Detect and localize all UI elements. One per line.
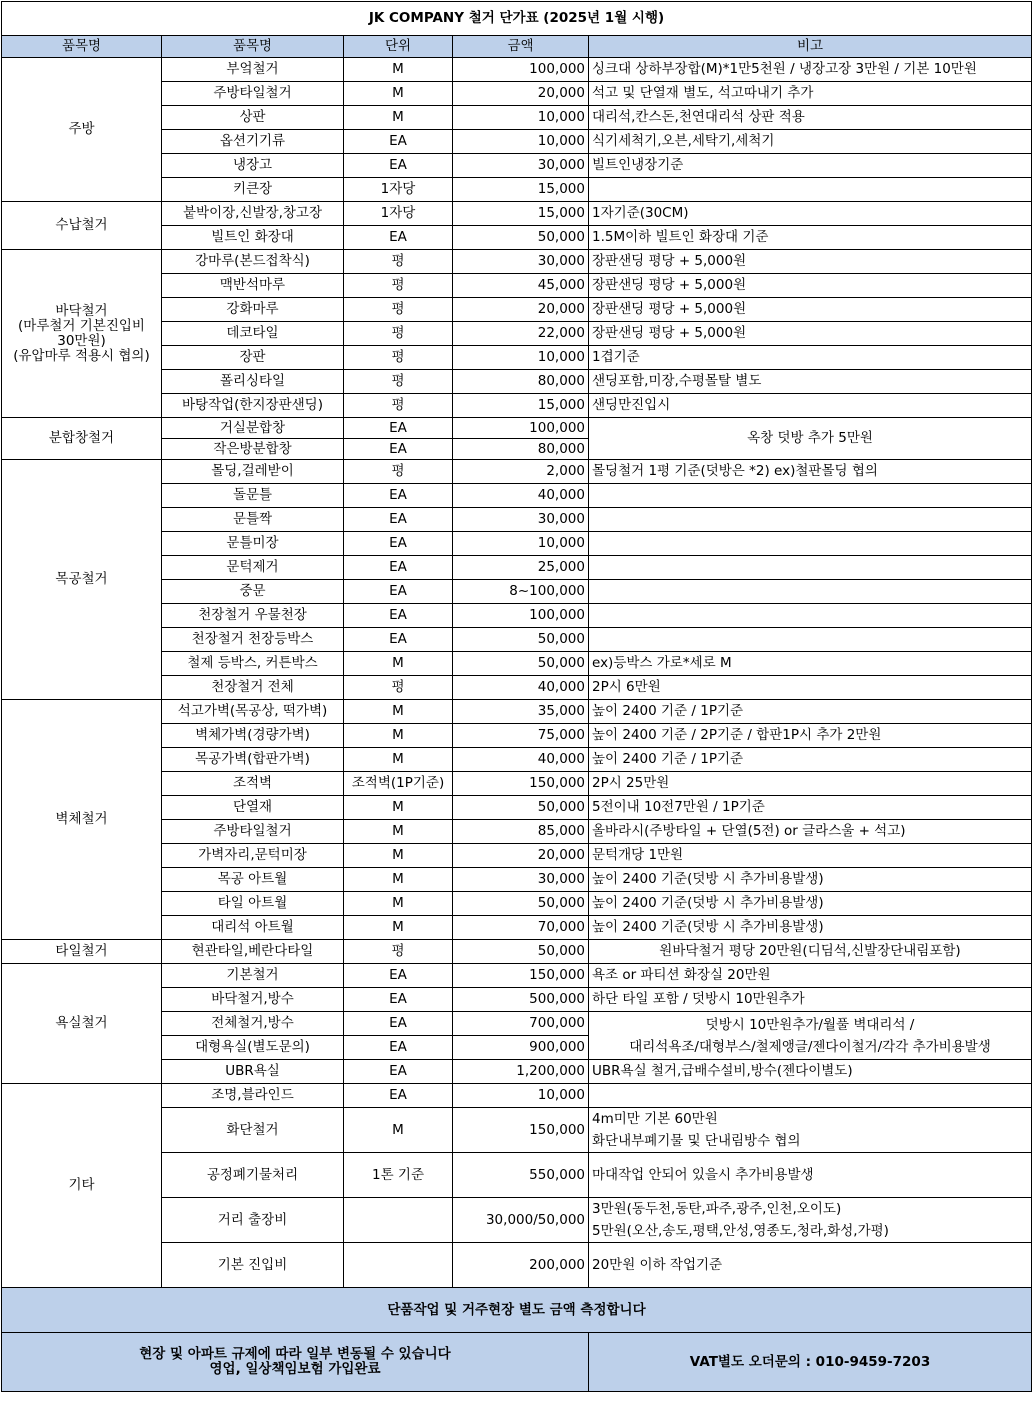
item-name: 키큰장 bbox=[162, 178, 344, 202]
item-unit: M bbox=[344, 796, 453, 820]
category-cell: 기타 bbox=[2, 1084, 162, 1288]
item-price: 40,000 bbox=[453, 748, 589, 772]
item-name: 타일 아트월 bbox=[162, 892, 344, 916]
footer-line: 영업, 일상책임보험 가입완료 bbox=[209, 1361, 381, 1377]
item-unit: 평 bbox=[344, 370, 453, 394]
item-unit: EA bbox=[344, 484, 453, 508]
item-price: 10,000 bbox=[453, 346, 589, 370]
item-price: 10,000 bbox=[453, 532, 589, 556]
item-note bbox=[589, 1108, 1032, 1153]
item-name: 조적벽 bbox=[162, 772, 344, 796]
header-category: 품목명 bbox=[2, 36, 162, 58]
item-name: 거리 출장비 bbox=[162, 1198, 344, 1243]
item-price: 20,000 bbox=[453, 298, 589, 322]
item-name: 폴리싱타일 bbox=[162, 370, 344, 394]
item-unit: 평 bbox=[344, 322, 453, 346]
table-row bbox=[2, 418, 1032, 439]
item-price: 900,000 bbox=[453, 1036, 589, 1060]
item-unit: EA bbox=[344, 154, 453, 178]
item-price: 20,000 bbox=[453, 82, 589, 106]
item-note: 장판샌딩 평당 + 5,000원 bbox=[589, 250, 1032, 274]
item-price: 50,000 bbox=[453, 892, 589, 916]
item-price: 10,000 bbox=[453, 106, 589, 130]
item-name: 문틀미장 bbox=[162, 532, 344, 556]
item-note bbox=[589, 1198, 1032, 1243]
item-note bbox=[589, 508, 1032, 532]
item-name: 전체철거,방수 bbox=[162, 1012, 344, 1036]
item-price: 1,200,000 bbox=[453, 1060, 589, 1084]
item-unit: M bbox=[344, 916, 453, 940]
item-note: 장판샌딩 평당 + 5,000원 bbox=[589, 298, 1032, 322]
table-row bbox=[2, 1084, 1032, 1108]
item-note: 장판샌딩 평당 + 5,000원 bbox=[589, 322, 1032, 346]
note-line: 5만원(오산,송도,평택,안성,영종도,청라,화성,가평) bbox=[592, 1223, 889, 1239]
item-unit: M bbox=[344, 892, 453, 916]
item-name: 대형욕실(별도문의) bbox=[162, 1036, 344, 1060]
footer-contact: VAT별도 오더문의 : 010-9459-7203 bbox=[589, 1333, 1032, 1392]
item-name: 장판 bbox=[162, 346, 344, 370]
category-line: (유압마루 적용시 협의) bbox=[13, 347, 150, 364]
item-unit: M bbox=[344, 748, 453, 772]
note-line: 화단내부폐기물 및 단내림방수 협의 bbox=[592, 1133, 801, 1149]
item-note: 1자기준(30CM) bbox=[589, 202, 1032, 226]
item-name: 중문 bbox=[162, 580, 344, 604]
item-price: 70,000 bbox=[453, 916, 589, 940]
item-unit: 1자당 bbox=[344, 178, 453, 202]
item-note: 원바닥철거 평당 20만원(디딤석,신발장단내림포함) bbox=[589, 940, 1032, 964]
item-unit: 평 bbox=[344, 940, 453, 964]
item-name: 강화마루 bbox=[162, 298, 344, 322]
category-cell: 벽체철거 bbox=[2, 700, 162, 940]
item-price: 75,000 bbox=[453, 724, 589, 748]
item-unit: EA bbox=[344, 439, 453, 460]
item-note: 2P시 6만원 bbox=[589, 676, 1032, 700]
price-table bbox=[1, 1, 1032, 1392]
item-price: 2,000 bbox=[453, 460, 589, 484]
item-price: 10,000 bbox=[453, 130, 589, 154]
item-price: 10,000 bbox=[453, 1084, 589, 1108]
item-name: 바닥철거,방수 bbox=[162, 988, 344, 1012]
item-note: 장판샌딩 평당 + 5,000원 bbox=[589, 274, 1032, 298]
item-unit: EA bbox=[344, 580, 453, 604]
note-line: 4m미만 기본 60만원 bbox=[592, 1111, 718, 1127]
item-name: 거실분합창 bbox=[162, 418, 344, 439]
note-line: 3만원(동두천,동탄,파주,광주,인천,오이도) bbox=[592, 1201, 842, 1217]
item-name: 천장철거 우물천장 bbox=[162, 604, 344, 628]
item-unit: EA bbox=[344, 1036, 453, 1060]
category-line: 30만원) bbox=[57, 332, 106, 349]
footer-disclaimer bbox=[2, 1333, 589, 1392]
item-name: 공정폐기물처리 bbox=[162, 1153, 344, 1198]
item-price: 30,000 bbox=[453, 154, 589, 178]
item-name: 천장철거 천장등박스 bbox=[162, 628, 344, 652]
item-price: 500,000 bbox=[453, 988, 589, 1012]
item-unit: EA bbox=[344, 604, 453, 628]
item-unit: 1자당 bbox=[344, 202, 453, 226]
item-note: 석고 및 단열재 별도, 석고따내기 추가 bbox=[589, 82, 1032, 106]
item-unit: 평 bbox=[344, 298, 453, 322]
table-row bbox=[2, 460, 1032, 484]
shared-note bbox=[589, 1012, 1032, 1060]
item-price: 50,000 bbox=[453, 226, 589, 250]
item-name: 문틀짝 bbox=[162, 508, 344, 532]
table-row bbox=[2, 250, 1032, 274]
item-name: 목공가벽(합판가벽) bbox=[162, 748, 344, 772]
item-note bbox=[589, 532, 1032, 556]
item-name: 맥반석마루 bbox=[162, 274, 344, 298]
item-note bbox=[589, 484, 1032, 508]
shared-note: 옥창 덧방 추가 5만원 bbox=[589, 418, 1032, 460]
item-note: 빌트인냉장기준 bbox=[589, 154, 1032, 178]
category-line: 바닥철거 bbox=[55, 302, 108, 319]
item-name: 부엌철거 bbox=[162, 58, 344, 82]
item-name: 데코타일 bbox=[162, 322, 344, 346]
item-price: 550,000 bbox=[453, 1153, 589, 1198]
header-item: 품목명 bbox=[162, 36, 344, 58]
item-price: 45,000 bbox=[453, 274, 589, 298]
item-note: 샌딩만진입시 bbox=[589, 394, 1032, 418]
item-price: 30,000/50,000 bbox=[453, 1198, 589, 1243]
item-name: 작은방분합창 bbox=[162, 439, 344, 460]
item-note: 몰딩철거 1평 기준(덧방은 *2) ex)철판몰딩 협의 bbox=[589, 460, 1032, 484]
category-cell: 목공철거 bbox=[2, 460, 162, 700]
table-row bbox=[2, 700, 1032, 724]
item-name: 빌트인 화장대 bbox=[162, 226, 344, 250]
item-note: 20만원 이하 작업기준 bbox=[589, 1243, 1032, 1288]
item-unit: EA bbox=[344, 964, 453, 988]
item-unit: M bbox=[344, 652, 453, 676]
category-cell: 수납철거 bbox=[2, 202, 162, 250]
page-title: JK COMPANY 철거 단가표 (2025년 1월 시행) bbox=[2, 2, 1032, 36]
item-note: 마대작업 안되어 있을시 추가비용발생 bbox=[589, 1153, 1032, 1198]
note-line: 대리석욕조/대형부스/철제앵글/젠다이철거/각각 추가비용발생 bbox=[629, 1038, 991, 1055]
item-unit bbox=[344, 1243, 453, 1288]
category-cell: 주방 bbox=[2, 58, 162, 202]
item-name: 주방타일철거 bbox=[162, 82, 344, 106]
footer-line: 현장 및 아파트 규제에 따라 일부 변동될 수 있습니다 bbox=[139, 1346, 451, 1362]
item-name: 목공 아트월 bbox=[162, 868, 344, 892]
item-price: 85,000 bbox=[453, 820, 589, 844]
table-row bbox=[2, 202, 1032, 226]
item-price: 15,000 bbox=[453, 394, 589, 418]
category-cell bbox=[2, 250, 162, 418]
item-unit: M bbox=[344, 724, 453, 748]
item-name: 대리석 아트월 bbox=[162, 916, 344, 940]
item-note: 높이 2400 기준 / 2P기준 / 합판1P시 추가 2만원 bbox=[589, 724, 1032, 748]
item-name: 옵션기기류 bbox=[162, 130, 344, 154]
notice-banner: 단품작업 및 거주현장 별도 금액 측정합니다 bbox=[2, 1288, 1032, 1333]
item-note: 1겹기준 bbox=[589, 346, 1032, 370]
item-name: 벽체가벽(경량가벽) bbox=[162, 724, 344, 748]
item-price: 150,000 bbox=[453, 772, 589, 796]
category-cell: 욕실철거 bbox=[2, 964, 162, 1084]
category-line: (마루철거 기본진입비 bbox=[18, 317, 145, 334]
item-note: 욕조 or 파티션 화장실 20만원 bbox=[589, 964, 1032, 988]
item-unit: EA bbox=[344, 988, 453, 1012]
item-unit: EA bbox=[344, 628, 453, 652]
item-price: 100,000 bbox=[453, 58, 589, 82]
item-unit: EA bbox=[344, 556, 453, 580]
item-name: 돌문틀 bbox=[162, 484, 344, 508]
item-name: 천장철거 전체 bbox=[162, 676, 344, 700]
item-unit: 평 bbox=[344, 274, 453, 298]
item-note: 식기세척기,오븐,세탁기,세척기 bbox=[589, 130, 1032, 154]
table-row bbox=[2, 940, 1032, 964]
item-unit: M bbox=[344, 868, 453, 892]
item-price: 100,000 bbox=[453, 418, 589, 439]
item-name: 철제 등박스, 커튼박스 bbox=[162, 652, 344, 676]
item-price: 25,000 bbox=[453, 556, 589, 580]
item-price: 20,000 bbox=[453, 844, 589, 868]
item-price: 50,000 bbox=[453, 628, 589, 652]
item-price: 35,000 bbox=[453, 700, 589, 724]
item-price: 80,000 bbox=[453, 439, 589, 460]
item-unit: 평 bbox=[344, 394, 453, 418]
item-name: 붙박이장,신발장,창고장 bbox=[162, 202, 344, 226]
item-note: 샌딩포함,미장,수평몰탈 별도 bbox=[589, 370, 1032, 394]
item-name: 현관타일,베란다타일 bbox=[162, 940, 344, 964]
item-name: 화단철거 bbox=[162, 1108, 344, 1153]
item-name: 조명,블라인드 bbox=[162, 1084, 344, 1108]
item-unit: M bbox=[344, 700, 453, 724]
item-note: 높이 2400 기준(덧방 시 추가비용발생) bbox=[589, 892, 1032, 916]
item-price: 50,000 bbox=[453, 652, 589, 676]
item-unit: M bbox=[344, 58, 453, 82]
category-cell: 분합창철거 bbox=[2, 418, 162, 460]
item-note: ex)등박스 가로*세로 M bbox=[589, 652, 1032, 676]
header-row bbox=[2, 36, 1032, 58]
item-price: 15,000 bbox=[453, 178, 589, 202]
category-cell: 타일철거 bbox=[2, 940, 162, 964]
item-unit: EA bbox=[344, 226, 453, 250]
item-note: 1.5M이하 빌트인 화장대 기준 bbox=[589, 226, 1032, 250]
item-unit: 평 bbox=[344, 250, 453, 274]
item-unit: EA bbox=[344, 130, 453, 154]
item-note: 대리석,칸스돈,천연대리석 상판 적용 bbox=[589, 106, 1032, 130]
item-name: 바탕작업(한지장판샌딩) bbox=[162, 394, 344, 418]
item-note: UBR욕실 철거,급배수설비,방수(젠다이별도) bbox=[589, 1060, 1032, 1084]
item-name: 몰딩,걸레받이 bbox=[162, 460, 344, 484]
item-note: 5전이내 10전7만원 / 1P기준 bbox=[589, 796, 1032, 820]
item-name: 기본철거 bbox=[162, 964, 344, 988]
item-name: 가벽자리,문턱미장 bbox=[162, 844, 344, 868]
item-name: 석고가벽(목공상, 떡가벽) bbox=[162, 700, 344, 724]
header-note: 비고 bbox=[589, 36, 1032, 58]
item-note: 높이 2400 기준 / 1P기준 bbox=[589, 700, 1032, 724]
item-unit: 평 bbox=[344, 460, 453, 484]
item-name: 주방타일철거 bbox=[162, 820, 344, 844]
item-unit: EA bbox=[344, 1060, 453, 1084]
item-price: 200,000 bbox=[453, 1243, 589, 1288]
item-unit: 평 bbox=[344, 676, 453, 700]
item-note: 높이 2400 기준 / 1P기준 bbox=[589, 748, 1032, 772]
item-unit: EA bbox=[344, 1084, 453, 1108]
item-unit: EA bbox=[344, 508, 453, 532]
item-price: 15,000 bbox=[453, 202, 589, 226]
item-name: 단열재 bbox=[162, 796, 344, 820]
item-price: 22,000 bbox=[453, 322, 589, 346]
item-note bbox=[589, 556, 1032, 580]
item-note: 문턱개당 1만원 bbox=[589, 844, 1032, 868]
item-unit: M bbox=[344, 106, 453, 130]
item-note bbox=[589, 604, 1032, 628]
item-name: 기본 진입비 bbox=[162, 1243, 344, 1288]
item-unit: M bbox=[344, 844, 453, 868]
item-price: 30,000 bbox=[453, 250, 589, 274]
item-unit: 조적벽(1P기준) bbox=[344, 772, 453, 796]
item-note: 2P시 25만원 bbox=[589, 772, 1032, 796]
item-note: 하단 타일 포함 / 덧방시 10만원추가 bbox=[589, 988, 1032, 1012]
item-name: 강마루(본드접착식) bbox=[162, 250, 344, 274]
item-note bbox=[589, 628, 1032, 652]
item-price: 700,000 bbox=[453, 1012, 589, 1036]
item-price: 50,000 bbox=[453, 940, 589, 964]
item-unit: M bbox=[344, 820, 453, 844]
item-price: 30,000 bbox=[453, 508, 589, 532]
item-unit: EA bbox=[344, 1012, 453, 1036]
item-unit: 평 bbox=[344, 346, 453, 370]
item-note: 높이 2400 기준(덧방 시 추가비용발생) bbox=[589, 916, 1032, 940]
item-name: 문턱제거 bbox=[162, 556, 344, 580]
item-note bbox=[589, 1084, 1032, 1108]
item-price: 150,000 bbox=[453, 1108, 589, 1153]
item-price: 40,000 bbox=[453, 676, 589, 700]
item-unit bbox=[344, 1198, 453, 1243]
item-price: 30,000 bbox=[453, 868, 589, 892]
item-price: 150,000 bbox=[453, 964, 589, 988]
item-price: 8~100,000 bbox=[453, 580, 589, 604]
item-name: 냉장고 bbox=[162, 154, 344, 178]
header-unit: 단위 bbox=[344, 36, 453, 58]
item-price: 50,000 bbox=[453, 796, 589, 820]
item-note bbox=[589, 580, 1032, 604]
item-name: UBR욕실 bbox=[162, 1060, 344, 1084]
note-line: 덧방시 10만원추가/월풀 벽대리석 / bbox=[705, 1016, 915, 1033]
item-name: 상판 bbox=[162, 106, 344, 130]
item-price: 80,000 bbox=[453, 370, 589, 394]
item-unit: 1톤 기준 bbox=[344, 1153, 453, 1198]
item-unit: EA bbox=[344, 418, 453, 439]
item-price: 100,000 bbox=[453, 604, 589, 628]
item-note: 싱크대 상하부장합(M)*1만5천원 / 냉장고장 3만원 / 기본 10만원 bbox=[589, 58, 1032, 82]
item-unit: M bbox=[344, 1108, 453, 1153]
item-price: 40,000 bbox=[453, 484, 589, 508]
item-note: 높이 2400 기준(덧방 시 추가비용발생) bbox=[589, 868, 1032, 892]
table-row bbox=[2, 964, 1032, 988]
item-note: 올바라시(주방타일 + 단열(5전) or 글라스울 + 석고) bbox=[589, 820, 1032, 844]
table-row bbox=[2, 58, 1032, 82]
item-note bbox=[589, 178, 1032, 202]
item-unit: M bbox=[344, 82, 453, 106]
item-unit: EA bbox=[344, 532, 453, 556]
header-price: 금액 bbox=[453, 36, 589, 58]
